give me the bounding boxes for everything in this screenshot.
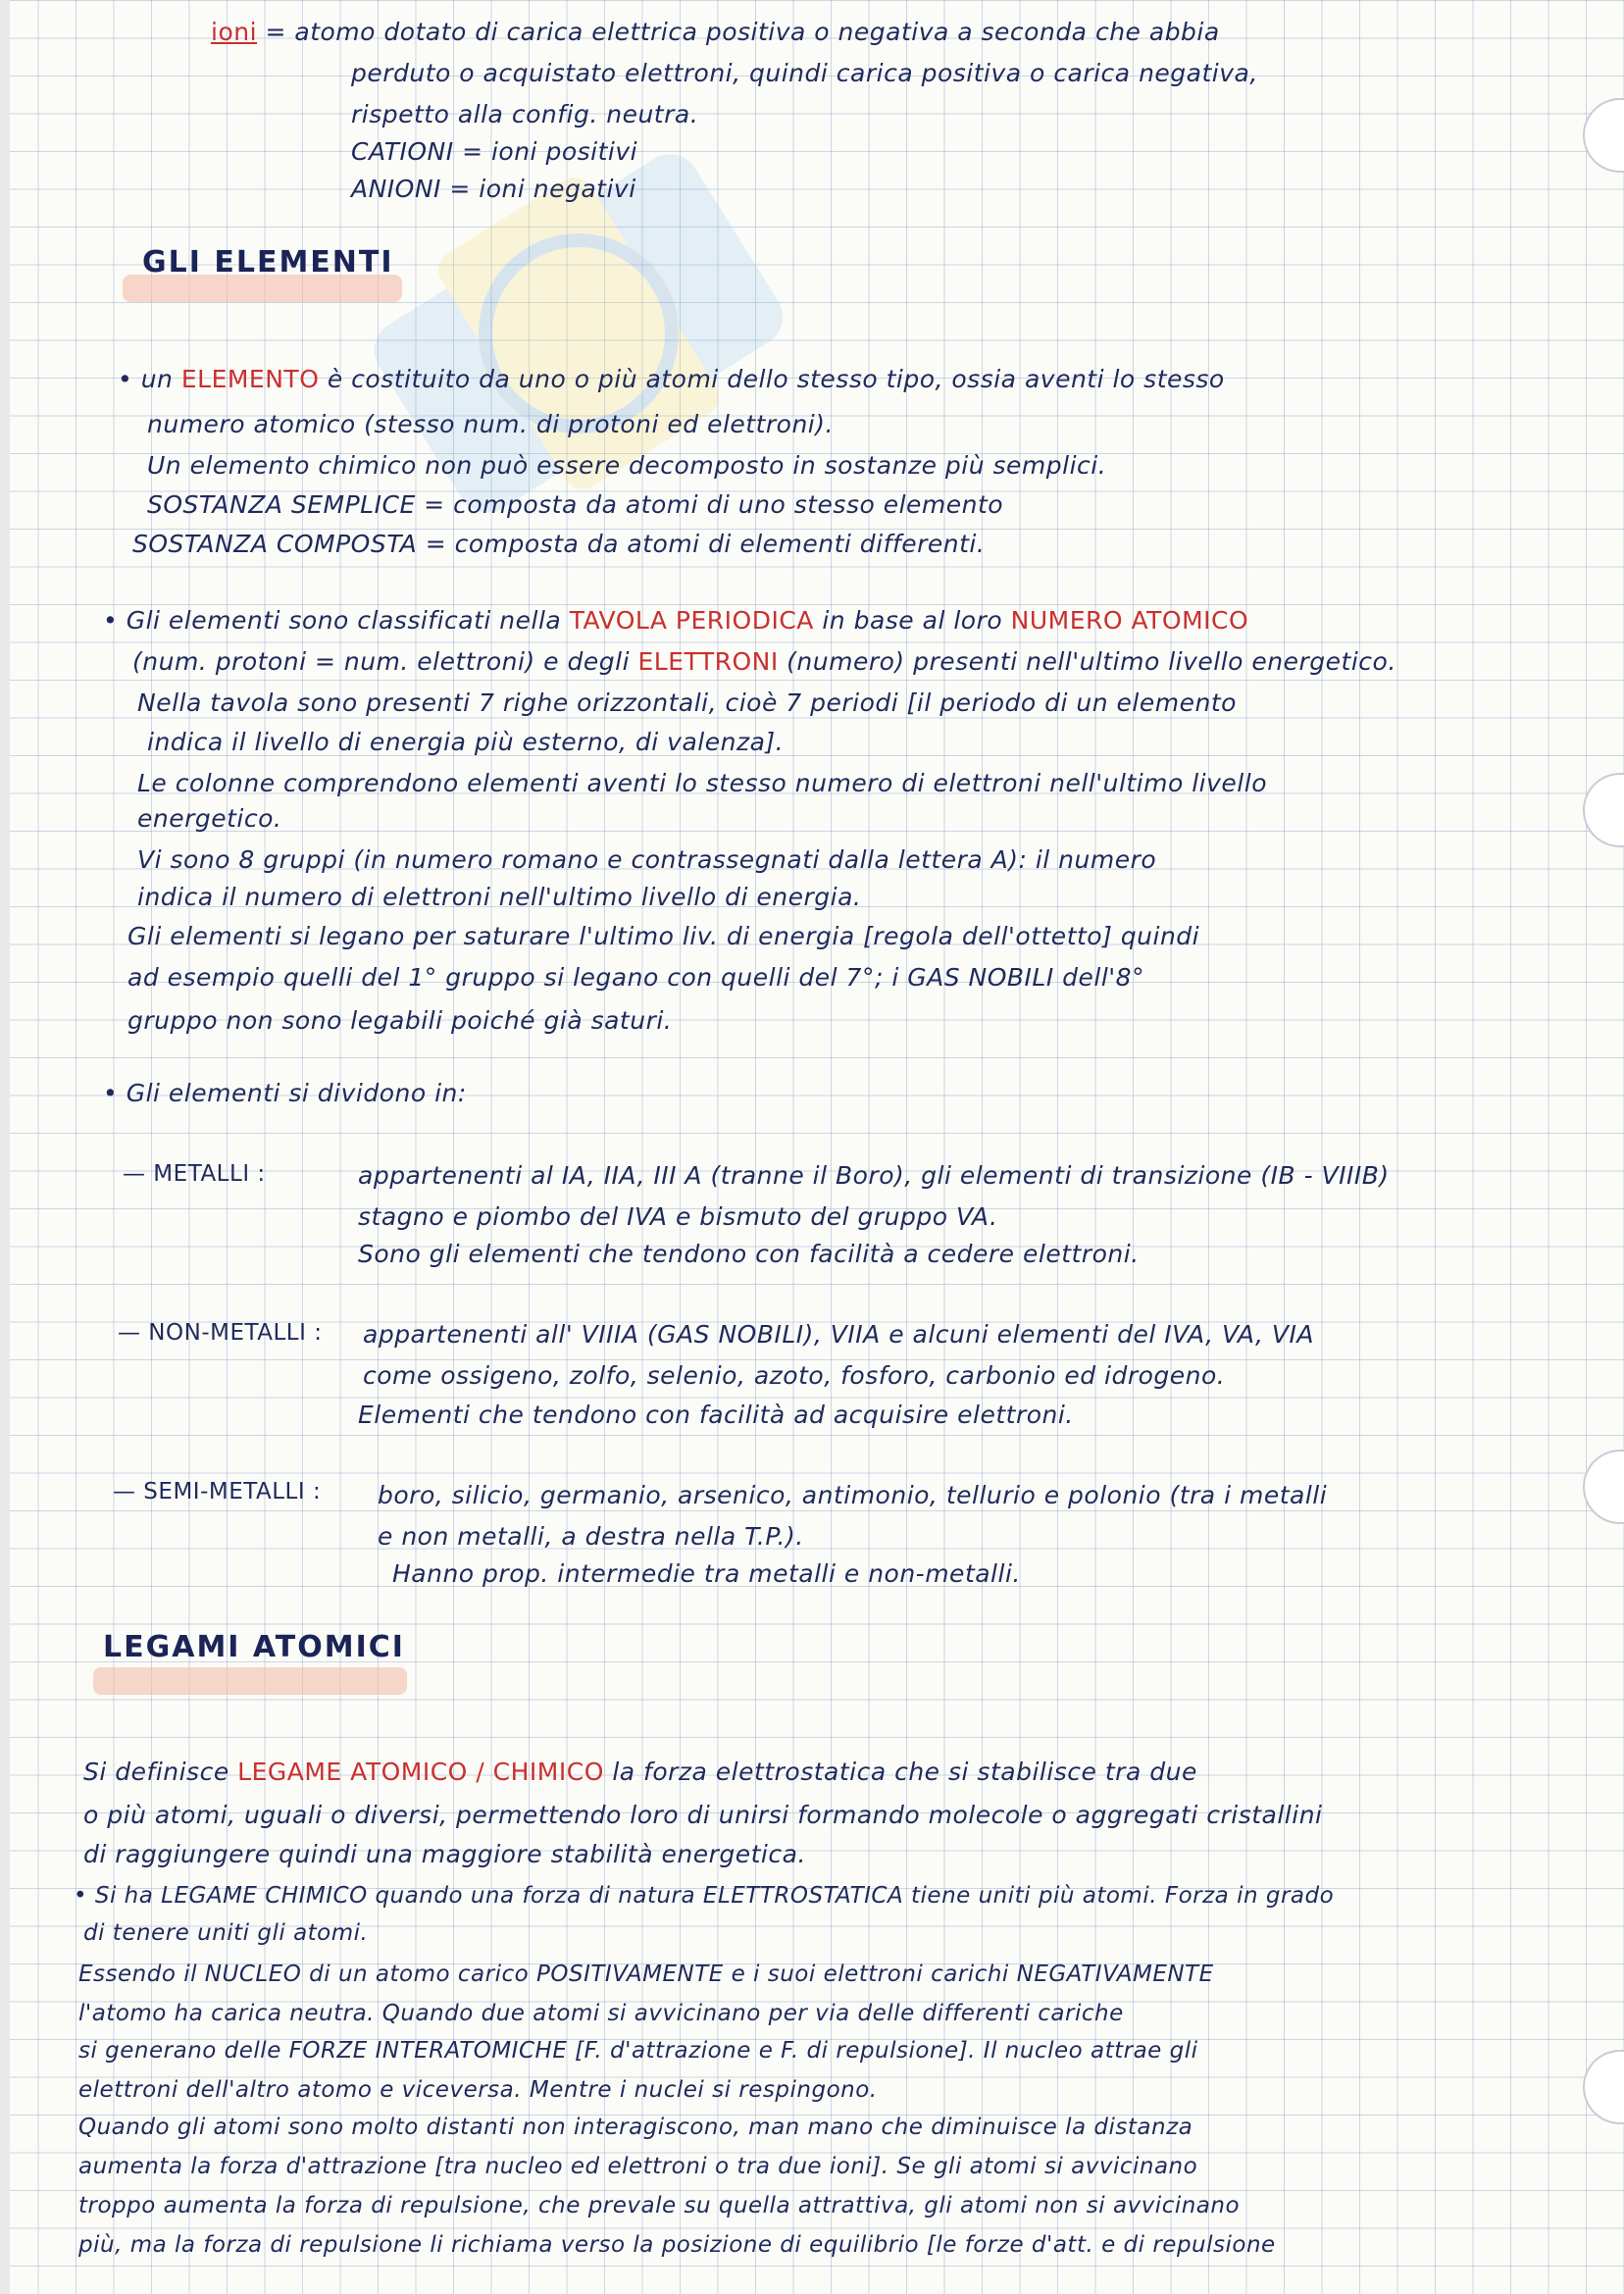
term-elettroni: ELETTRONI: [637, 647, 779, 676]
text: la forza elettrostatica che si stabilisce tra due: [612, 1758, 1197, 1786]
legami-p1-line-1: [83, 1758, 1197, 1786]
metalli-label: — METALLI :: [123, 1161, 266, 1187]
nonmetalli-line-3: Elementi che tendono con facilità ad acquisire elettroni.: [358, 1401, 1074, 1429]
elementi-p2-line-11: gruppo non sono legabili poiché già saturi.: [127, 1006, 673, 1035]
page-margin: [0, 0, 10, 2294]
legami-p2-line-6: elettroni dell'altro atomo e viceversa. Mentre i nuclei si respingono.: [78, 2077, 878, 2103]
legami-p2-line-9: troppo aumenta la forza di repulsione, che prevale su quella attrattiva, gli atomi non si avvicinano: [78, 2193, 1241, 2218]
legami-p2-line-7: Quando gli atomi sono molto distanti non interagiscono, man mano che diminuisce la distanza: [78, 2115, 1193, 2140]
legami-p2-line-1: • Si ha LEGAME CHIMICO quando una forza di natura ELETTROSTATICA tiene uniti più atomi. Forza in grado: [74, 1883, 1335, 1909]
elementi-p2-line-8: indica il numero di elettroni nell'ultimo livello di energia.: [137, 883, 862, 911]
elementi-p2-line-4: indica il livello di energia più esterno, di valenza].: [147, 728, 785, 756]
legami-p2-line-10: più, ma la forza di repulsione li richiama verso la posizione di equilibrio [le forze d'att. e di repulsione: [78, 2232, 1276, 2258]
elementi-p1-line-5: SOSTANZA COMPOSTA = composta da atomi di elementi differenti.: [132, 530, 986, 558]
semimetalli-line-3: Hanno prop. intermedie tra metalli e non-metalli.: [392, 1559, 1021, 1588]
text: Si definisce: [83, 1758, 229, 1786]
elementi-p1-line-2: numero atomico (stesso num. di protoni ed elettroni).: [147, 410, 834, 438]
heading-elementi: GLI ELEMENTI: [142, 245, 394, 280]
semimetalli-line-1: boro, silicio, germanio, arsenico, antimonio, tellurio e polonio (tra i metalli: [378, 1481, 1328, 1509]
elementi-p2-line-9: Gli elementi si legano per saturare l'ultimo liv. di energia [regola dell'ottetto] quindi: [127, 922, 1200, 950]
legami-p2-line-3: Essendo il NUCLEO di un atomo carico POSITIVAMENTE e i suoi elettroni carichi NEGATIVAMENTE: [78, 1962, 1214, 1987]
nonmetalli-label: — NON-METALLI :: [118, 1320, 323, 1346]
ioni-line-2: perduto o acquistato elettroni, quindi carica positiva o carica negativa,: [351, 59, 1258, 87]
elementi-p2-line-7: Vi sono 8 gruppi (in numero romano e contrassegnati dalla lettera A): il numero: [137, 845, 1157, 874]
elementi-p2-line-3: Nella tavola sono presenti 7 righe orizzontali, cioè 7 periodi [il periodo di un elemento: [137, 688, 1237, 717]
semimetalli-label: — SEMI-METALLI :: [113, 1479, 322, 1504]
heading-legami: LEGAMI ATOMICI: [103, 1630, 405, 1664]
binder-hole: [1583, 2050, 1624, 2124]
ioni-line-4: CATIONI = ioni positivi: [351, 137, 638, 166]
elementi-p3-line: • Gli elementi si dividono in:: [103, 1079, 467, 1107]
elementi-p1-line-3: Un elemento chimico non può essere decomposto in sostanze più semplici.: [147, 451, 1107, 480]
elementi-p1-line-1: [118, 365, 1225, 393]
elementi-p2-line-2: [132, 647, 1396, 676]
legami-p1-line-3: di raggiungere quindi una maggiore stabilità energetica.: [83, 1840, 806, 1868]
text: (num. protoni = num. elettroni) e degli: [132, 647, 631, 676]
legami-p2-line-2: di tenere uniti gli atomi.: [83, 1920, 369, 1946]
heading-highlight: [93, 1667, 407, 1695]
binder-hole: [1583, 98, 1624, 173]
text: è costituito da uno o più atomi dello stesso tipo, ossia aventi lo stesso: [327, 365, 1225, 393]
legami-p2-line-8: aumenta la forza d'attrazione [tra nucleo ed elettroni o tra due ioni]. Se gli atomi si avvicinano: [78, 2154, 1198, 2179]
elementi-p2-line-6: energetico.: [137, 804, 282, 833]
metalli-line-3: Sono gli elementi che tendono con facilità a cedere elettroni.: [358, 1240, 1140, 1268]
ioni-definition: = atomo dotato di carica elettrica positiva o negativa a seconda che abbia: [265, 18, 1220, 46]
legami-p2-line-5: si generano delle FORZE INTERATOMICHE [F. d'attrazione e F. di repulsione]. Il nucleo attrae gli: [78, 2038, 1198, 2064]
elementi-p2-line-5: Le colonne comprendono elementi aventi lo stesso numero di elettroni nell'ultimo livello: [137, 769, 1267, 797]
legami-p2-line-4: l'atomo ha carica neutra. Quando due atomi si avvicinano per via delle differenti cariche: [78, 2001, 1124, 2026]
text: (numero) presenti nell'ultimo livello energetico.: [787, 647, 1396, 676]
binder-hole: [1583, 1450, 1624, 1524]
ioni-line-5: ANIONI = ioni negativi: [351, 175, 636, 203]
term-legame-atomico: LEGAME ATOMICO / CHIMICO: [237, 1758, 604, 1786]
legami-p1-line-2: o più atomi, uguali o diversi, permettendo loro di unirsi formando molecole o aggregati cristallini: [83, 1801, 1323, 1829]
metalli-line-1: appartenenti al IA, IIA, III A (tranne il Boro), gli elementi di transizione (IB - VIIIB): [358, 1161, 1390, 1190]
ioni-term: ioni: [211, 18, 258, 46]
text: • Gli elementi sono classificati nella: [103, 606, 562, 635]
nonmetalli-line-2: come ossigeno, zolfo, selenio, azoto, fosforo, carbonio ed idrogeno.: [363, 1361, 1226, 1390]
ioni-line-3: rispetto alla config. neutra.: [351, 100, 699, 128]
elementi-p2-line-1: [103, 606, 1248, 635]
text: in base al loro: [822, 606, 1003, 635]
semimetalli-line-2: e non metalli, a destra nella T.P.).: [378, 1522, 804, 1551]
elementi-p1-line-4: SOSTANZA SEMPLICE = composta da atomi di uno stesso elemento: [147, 490, 1004, 519]
elementi-p2-line-10: ad esempio quelli del 1° gruppo si legano con quelli del 7°; i GAS NOBILI dell'8°: [127, 963, 1145, 992]
term-elemento: ELEMENTO: [180, 365, 320, 393]
ioni-line-1: [211, 18, 1220, 46]
term-numero-atomico: NUMERO ATOMICO: [1010, 606, 1249, 635]
metalli-line-2: stagno e piombo del IVA e bismuto del gruppo VA.: [358, 1202, 998, 1231]
binder-hole: [1583, 773, 1624, 847]
term-tavola-periodica: TAVOLA PERIODICA: [569, 606, 814, 635]
nonmetalli-line-1: appartenenti all' VIIIA (GAS NOBILI), VIIA e alcuni elementi del IVA, VA, VIA: [363, 1320, 1314, 1349]
text: • un: [118, 365, 174, 393]
